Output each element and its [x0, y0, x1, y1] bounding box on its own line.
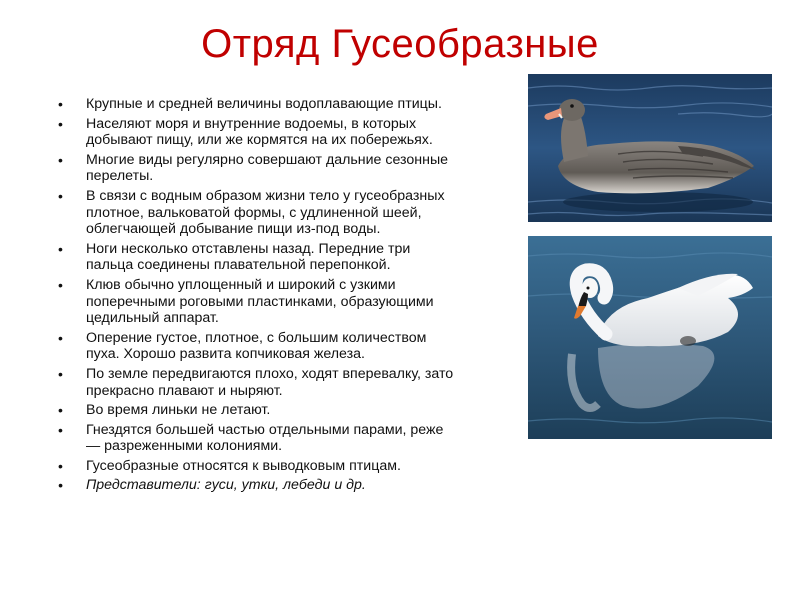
bullet-item: • Оперение густое, плотное, с большим количеством пуха. Хорошо развита копчиковая железа.: [58, 330, 458, 363]
bullet-item: • Гусеобразные относятся к выводковым птицам.: [58, 458, 458, 475]
bullet-item: • Многие виды регулярно совершают дальние сезонные перелеты.: [58, 152, 458, 185]
bullet-item: • Ноги несколько отставлены назад. Передние три пальца соединены плавательной перепонкой.: [58, 241, 458, 274]
bullet-item: • В связи с водным образом жизни тело у гусеобразных плотное, вальковатой формы, с удлиненной шеей, облегчающей добывание пищи из-под воды.: [58, 188, 458, 238]
bullet-item: • Крупные и средней величины водоплавающие птицы.: [58, 96, 458, 113]
bullet-item: • Во время линьки не летают.: [58, 402, 458, 419]
bullet-item: • Гнездятся большей частью отдельными парами, реже — разреженными колониями.: [58, 422, 458, 455]
swan-photo: [528, 236, 772, 439]
bullet-item-representatives: • Представители: гуси, утки, лебеди и др.: [58, 477, 458, 494]
goose-photo: [528, 74, 772, 222]
bullet-item: • Клюв обычно уплощенный и широкий с узкими поперечными роговыми пластинками, образующими цедильный аппарат.: [58, 277, 458, 327]
slide-title: Отряд Гусеобразные: [201, 22, 599, 66]
bullet-item: • По земле передвигаются плохо, ходят вперевалку, зато прекрасно плавают и ныряют.: [58, 366, 458, 399]
bullet-list: [58, 96, 458, 497]
bullet-item: • Населяют моря и внутренние водоемы, в которых добывают пищу, или же кормятся на их побережьях.: [58, 116, 458, 149]
